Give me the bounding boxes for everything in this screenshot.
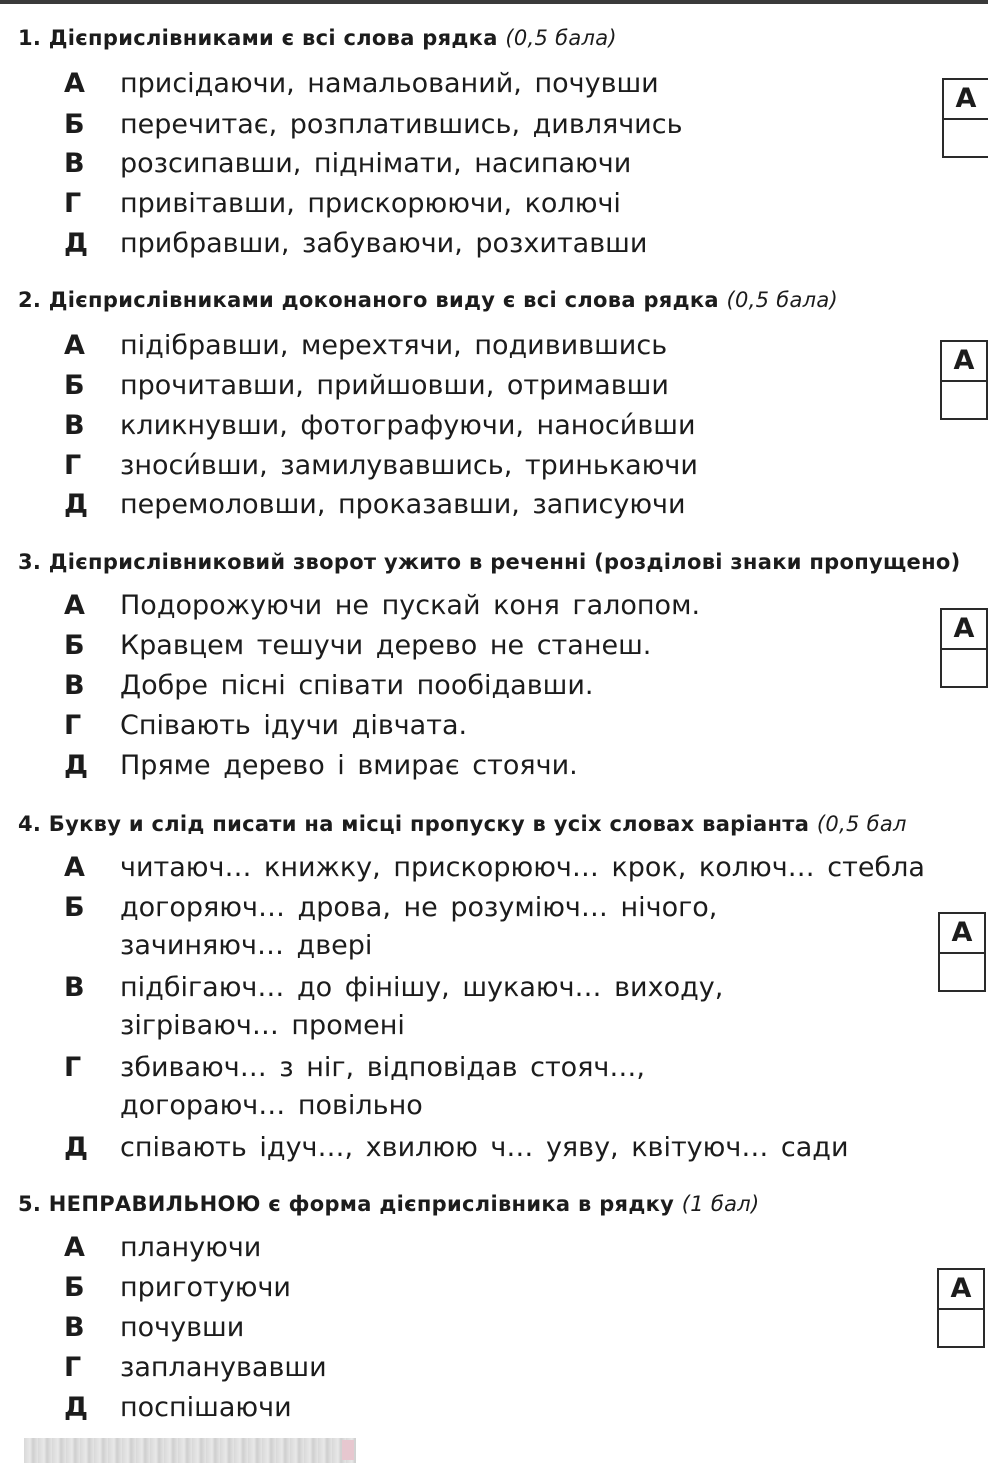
option-text: запланувавши	[120, 1352, 327, 1383]
top-rule	[0, 0, 988, 4]
option-b	[64, 628, 651, 664]
option-text: Пряме дерево і вмирає стоячи.	[120, 750, 578, 781]
option-text: Кравцем тешучи дерево не станеш.	[120, 630, 652, 661]
option-e	[64, 487, 686, 523]
option-letter: В	[64, 410, 85, 441]
option-b-continuation: зачиняюч… двері	[120, 930, 373, 961]
answer-blank-cell[interactable]	[942, 650, 986, 686]
option-text: поспішаючи	[120, 1392, 292, 1423]
question-points: (0,5 бал	[816, 812, 907, 836]
option-e	[64, 1390, 292, 1426]
option-a	[64, 328, 667, 364]
option-c	[64, 668, 593, 704]
question-text: 4. Букву и слід писати на місці пропуску в усіх словах варіанта	[18, 812, 810, 836]
answer-box	[940, 608, 988, 688]
option-a	[64, 66, 659, 102]
option-text: збиваюч… з ніг, відповідав стояч…,	[120, 1052, 645, 1083]
answer-box	[940, 340, 988, 420]
option-b	[64, 1270, 291, 1306]
option-letter: Г	[64, 450, 82, 481]
option-d	[64, 708, 467, 744]
question-points: (1 бал)	[681, 1192, 760, 1216]
option-c	[64, 970, 723, 1006]
option-text: приготуючи	[120, 1272, 291, 1303]
option-text: прочитавши, прийшовши, отримавши	[120, 370, 669, 401]
option-letter: Б	[64, 892, 85, 923]
option-letter: Б	[64, 1272, 85, 1303]
option-text: Співають ідучи дівчата.	[120, 710, 468, 741]
option-text: почувши	[120, 1312, 245, 1343]
option-letter: А	[64, 1232, 85, 1263]
option-e	[64, 1130, 849, 1166]
answer-letter: А	[942, 342, 986, 382]
option-d	[64, 1350, 327, 1386]
option-letter: А	[64, 330, 85, 361]
option-letter: Б	[64, 370, 85, 401]
option-letter: В	[64, 670, 85, 701]
question-points: (0,5 бала)	[505, 26, 617, 50]
answer-box	[938, 912, 986, 992]
option-letter: В	[64, 972, 85, 1003]
option-letter: Д	[64, 489, 89, 520]
question-heading	[18, 1192, 760, 1216]
option-text: кликнувши, фотографуючи, наноси́вши	[120, 410, 696, 441]
option-text: зноси́вши, замилувавшись, тринькаючи	[120, 450, 698, 481]
option-c	[64, 408, 696, 444]
option-letter: Г	[64, 188, 82, 219]
answer-blank-cell[interactable]	[942, 382, 986, 418]
answer-blank-cell[interactable]	[940, 954, 984, 990]
option-letter: А	[64, 68, 85, 99]
option-letter: А	[64, 590, 85, 621]
answer-box	[942, 78, 988, 158]
option-c-continuation: зігріваюч… промені	[120, 1010, 405, 1041]
option-d	[64, 1050, 645, 1086]
option-d	[64, 448, 698, 484]
option-text: присідаючи, намальований, почувши	[120, 68, 659, 99]
option-a	[64, 588, 700, 624]
option-letter: Б	[64, 109, 85, 140]
option-text: читаюч… книжку, прискорююч… крок, колюч… стебла	[120, 852, 925, 883]
option-d	[64, 186, 621, 222]
answer-box	[937, 1268, 985, 1348]
option-text: Добре пісні співати пообідавши.	[120, 670, 594, 701]
option-c	[64, 1310, 244, 1346]
answer-blank-cell[interactable]	[939, 1310, 983, 1346]
option-text: підібравши, мерехтячи, подивившись	[120, 330, 668, 361]
option-text: прибравши, забуваючи, розхитавши	[120, 228, 648, 259]
option-c	[64, 146, 631, 182]
question-heading	[18, 550, 961, 574]
option-text: розсипавши, піднімати, насипаючи	[120, 148, 632, 179]
option-letter: Д	[64, 1132, 89, 1163]
option-text: перечитає, розплатившись, дивлячись	[120, 109, 683, 140]
question-text: 5. НЕПРАВИЛЬНОЮ є форма дієприслівника в рядку	[18, 1192, 675, 1216]
option-letter: Г	[64, 1352, 82, 1383]
option-b	[64, 368, 669, 404]
option-letter: В	[64, 148, 85, 179]
option-text: Подорожуючи не пускай коня галопом.	[120, 590, 701, 621]
question-text: 1. Дієприслівниками є всі слова рядка	[18, 26, 498, 50]
option-a	[64, 850, 925, 886]
answer-letter: А	[942, 610, 986, 650]
option-letter: В	[64, 1312, 85, 1343]
question-points: (0,5 бала)	[726, 288, 839, 312]
question-text: 2. Дієприслівниками доконаного виду є всі слова рядка	[18, 288, 719, 312]
option-text: догоряюч… дрова, не розуміюч… нічого,	[120, 892, 718, 923]
answer-blank-cell[interactable]	[944, 120, 988, 156]
question-heading	[18, 812, 907, 836]
answer-letter: А	[939, 1270, 983, 1310]
option-letter: Д	[64, 750, 89, 781]
option-text: підбігаюч… до фінішу, шукаюч… виходу,	[120, 972, 724, 1003]
answer-letter: А	[944, 80, 988, 120]
option-letter: Г	[64, 1052, 82, 1083]
option-letter: А	[64, 852, 85, 883]
page-edge-mark	[342, 1440, 354, 1460]
option-text: співають ідуч…, хвилюю ч… уяву, квітуюч… сади	[120, 1132, 849, 1163]
question-text: 3. Дієприслівниковий зворот ужито в реченні (розділові знаки пропущено)	[18, 550, 961, 574]
option-letter: Д	[64, 228, 89, 259]
option-letter: Д	[64, 1392, 89, 1423]
option-letter: Г	[64, 710, 82, 741]
option-b	[64, 890, 717, 926]
answer-letter: А	[940, 914, 984, 954]
option-e	[64, 226, 647, 262]
question-heading	[18, 26, 617, 50]
option-letter: Б	[64, 630, 85, 661]
option-d-continuation: догораюч… повільно	[120, 1090, 423, 1121]
option-text: перемоловши, проказавши, записуючи	[120, 489, 686, 520]
option-text: плануючи	[120, 1232, 262, 1263]
page-edge-scan-artifact	[24, 1438, 356, 1463]
option-b	[64, 107, 683, 143]
option-a	[64, 1230, 261, 1266]
option-text: привітавши, прискорюючи, колючі	[120, 188, 621, 219]
question-heading	[18, 288, 838, 312]
option-e	[64, 748, 578, 784]
